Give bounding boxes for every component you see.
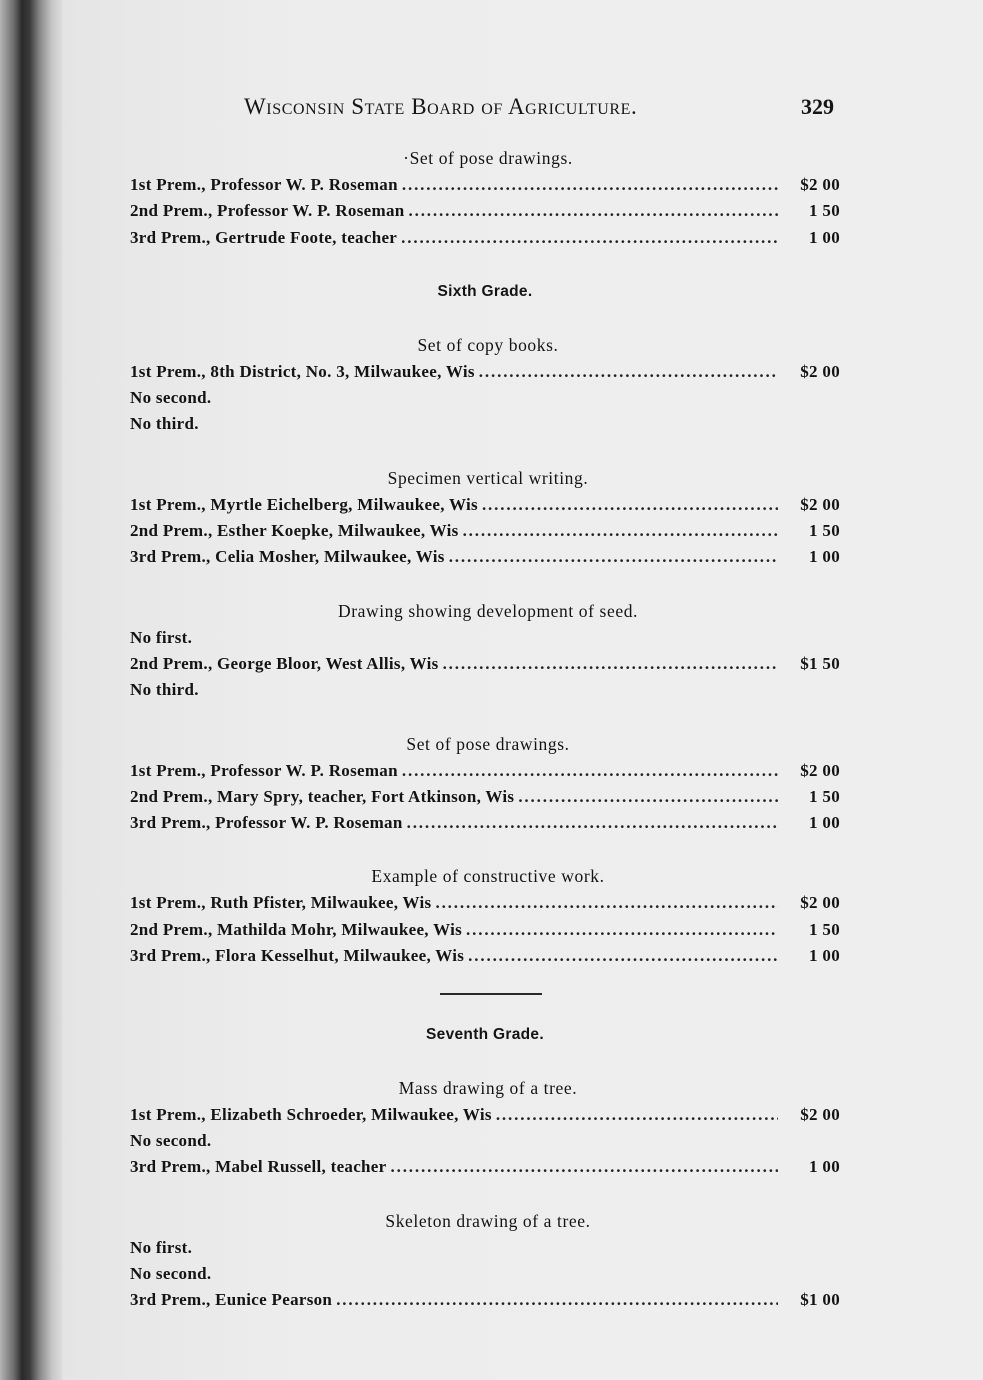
- dot-leader: [407, 810, 778, 836]
- premium-entry-label: 3rd Prem., Professor W. P. Roseman: [130, 813, 403, 833]
- spacer: [130, 571, 840, 598]
- premium-entry: [130, 518, 840, 544]
- dot-leader: [466, 917, 778, 943]
- premium-entry-label: No third.: [130, 680, 199, 700]
- premium-entry-label: 2nd Prem., Professor W. P. Roseman: [130, 201, 405, 221]
- dot-leader: [435, 890, 778, 916]
- grade-heading: Sixth Grade.: [437, 282, 533, 300]
- premium-entry: [130, 758, 840, 784]
- premium-entry-label: No second.: [130, 1131, 212, 1151]
- premium-entry: [130, 411, 840, 437]
- premium-entry: [130, 1102, 840, 1128]
- premium-entry-label: 2nd Prem., Esther Koepke, Milwaukee, Wis: [130, 521, 459, 541]
- premium-entry-label: 1st Prem., Ruth Pfister, Milwaukee, Wis: [130, 893, 432, 913]
- premium-entry: [130, 544, 840, 570]
- premium-entry-label: 2nd Prem., Mathilda Mohr, Milwaukee, Wis: [130, 919, 463, 939]
- class-heading: Drawing showing development of seed.: [337, 600, 639, 621]
- premium-entry: [130, 359, 840, 385]
- spacer: [130, 1048, 840, 1075]
- dot-leader: [336, 1287, 778, 1313]
- dot-leader: [479, 359, 778, 385]
- premium-amount: 1 00: [809, 813, 840, 833]
- premium-amount: $1 50: [800, 653, 840, 673]
- premium-amount: 1 00: [809, 547, 840, 567]
- dot-leader: [409, 198, 779, 224]
- dot-leader: [391, 1154, 779, 1180]
- premium-amount: 1 00: [809, 227, 840, 247]
- page-number: 329: [801, 94, 834, 119]
- spacer: [130, 305, 840, 332]
- dot-leader: [443, 651, 778, 677]
- dot-leader: [463, 518, 778, 544]
- premium-entry-label: 1st Prem., Professor W. P. Roseman: [130, 760, 398, 780]
- premium-amount: $2 00: [800, 893, 840, 913]
- premium-entry: [130, 1154, 840, 1180]
- dot-leader: [468, 943, 778, 969]
- premium-entry-label: No second.: [130, 1264, 212, 1284]
- premium-entry-label: 3rd Prem., Flora Kesselhut, Milwaukee, Wis: [130, 946, 465, 966]
- premium-entry: [130, 225, 840, 251]
- premium-amount: $2 00: [800, 1104, 840, 1124]
- premium-amount: $2 00: [800, 175, 840, 194]
- premium-amount: 1 50: [809, 786, 840, 806]
- dot-leader: [402, 172, 778, 198]
- class-heading: Set of copy books.: [417, 334, 559, 355]
- dot-leader: [401, 225, 778, 251]
- page-binding-shadow: [0, 0, 62, 1380]
- spacer: [130, 1181, 840, 1208]
- premium-entry: [130, 1235, 840, 1261]
- dot-leader: [402, 758, 778, 784]
- premium-entry-label: 1st Prem., Elizabeth Schroeder, Milwaukee, Wis: [130, 1104, 492, 1124]
- dot-leader: [518, 784, 778, 810]
- premium-entry-label: 3rd Prem., Eunice Pearson: [130, 1290, 333, 1310]
- premium-entry-label: No first.: [130, 627, 193, 647]
- premium-amount: 1 00: [809, 946, 840, 966]
- premium-entry-label: 1st Prem., Professor W. P. Roseman: [130, 175, 398, 194]
- premium-amount: $2 00: [800, 361, 840, 381]
- premium-entry-label: 3rd Prem., Celia Mosher, Milwaukee, Wis: [130, 547, 445, 567]
- premium-amount: $1 00: [800, 1290, 840, 1310]
- premium-entry: [130, 1287, 840, 1313]
- spacer: [130, 704, 840, 731]
- premium-entry: [130, 492, 840, 518]
- premium-entry-label: 2nd Prem., George Bloor, West Allis, Wis: [130, 653, 439, 673]
- class-heading: Mass drawing of a tree.: [398, 1077, 578, 1098]
- dot-leader: [482, 492, 778, 518]
- premium-entry-label: No second.: [130, 388, 212, 408]
- class-heading: Specimen vertical writing.: [387, 467, 589, 488]
- section-divider-rule: [440, 993, 542, 995]
- premium-entry: [130, 172, 840, 198]
- class-heading: ·Set of pose drawings.: [403, 148, 573, 168]
- premium-entry: [130, 890, 840, 916]
- running-header: [244, 94, 834, 122]
- premium-entry: [130, 917, 840, 943]
- premium-amount: 1 50: [809, 919, 840, 939]
- premium-entry-label: 1st Prem., 8th District, No. 3, Milwaukee, Wis: [130, 361, 475, 381]
- premium-entry-label: No third.: [130, 414, 199, 434]
- premium-entry-label: 2nd Prem., Mary Spry, teacher, Fort Atkinson, Wis: [130, 786, 515, 806]
- premium-entry: [130, 943, 840, 969]
- premium-amount: 1 50: [809, 521, 840, 541]
- premium-entry: [130, 651, 840, 677]
- spacer: [130, 438, 840, 465]
- premium-entry-label: 1st Prem., Myrtle Eichelberg, Milwaukee, Wis: [130, 494, 478, 514]
- premium-entry: [130, 810, 840, 836]
- premium-entry-label: 3rd Prem., Gertrude Foote, teacher: [130, 227, 398, 247]
- premium-entry: [130, 677, 840, 703]
- premium-entry: [130, 1128, 840, 1154]
- spacer: [130, 251, 840, 278]
- class-heading: Example of constructive work.: [371, 866, 605, 887]
- dot-leader: [449, 544, 778, 570]
- premium-entry: [130, 385, 840, 411]
- class-heading: Skeleton drawing of a tree.: [385, 1210, 591, 1231]
- premium-list: [130, 145, 840, 1314]
- premium-entry: [130, 625, 840, 651]
- premium-amount: $2 00: [800, 494, 840, 514]
- dot-leader: [496, 1102, 778, 1128]
- premium-entry: [130, 784, 840, 810]
- premium-amount: $2 00: [800, 760, 840, 780]
- running-header-title: Wisconsin State Board of Agriculture.: [244, 94, 638, 119]
- premium-entry-label: No first.: [130, 1237, 193, 1257]
- premium-amount: 1 00: [809, 1157, 840, 1177]
- spacer: [130, 836, 840, 863]
- premium-entry: [130, 1261, 840, 1287]
- class-heading: Set of pose drawings.: [406, 733, 570, 754]
- grade-heading: Seventh Grade.: [426, 1025, 544, 1043]
- premium-entry-label: 3rd Prem., Mabel Russell, teacher: [130, 1157, 387, 1177]
- premium-entry: [130, 198, 840, 224]
- premium-amount: 1 50: [809, 201, 840, 221]
